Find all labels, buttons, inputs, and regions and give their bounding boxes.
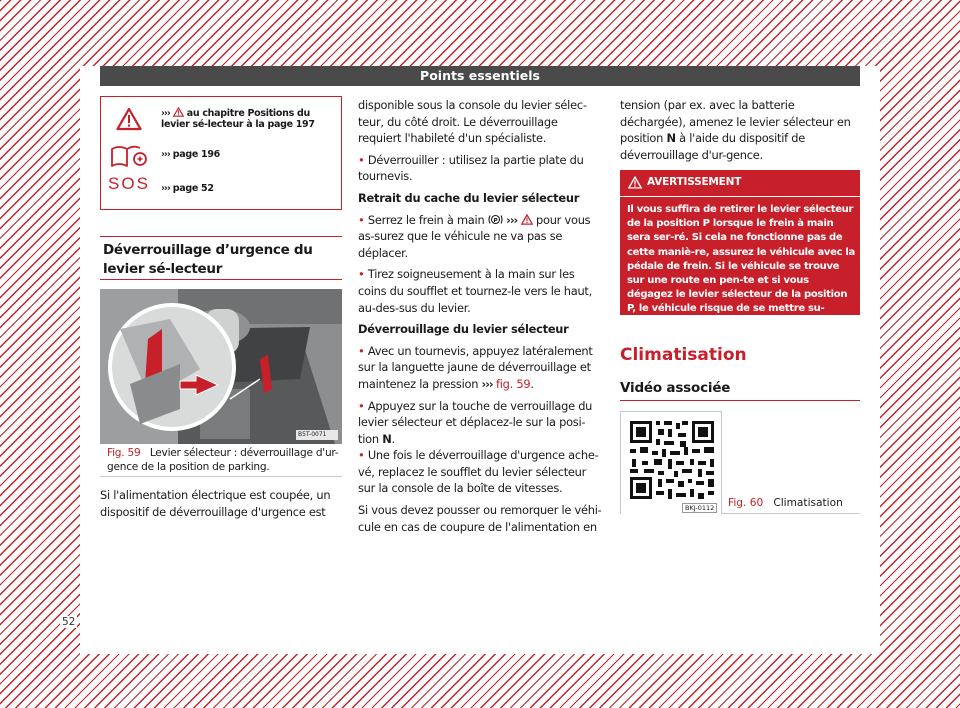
section-title: Déverrouillage d’urgence du levier sé-lecteur xyxy=(103,242,313,277)
svg-text:P: P xyxy=(493,217,498,224)
ref-arrows: ››› xyxy=(161,183,170,194)
subheading: Retrait du cache du levier sélecteur xyxy=(358,190,580,205)
sos-icon: SOS xyxy=(108,174,150,193)
safety-row-text: page 52 xyxy=(169,183,214,194)
warning-small-icon xyxy=(521,213,533,227)
column-3-text xyxy=(620,97,862,168)
paragraph: Si vous devez pousser ou remorquer le véhi-cule en cas de coupure de l'alimentation en xyxy=(358,503,602,534)
warning-box xyxy=(620,170,860,343)
section-rule-bottom xyxy=(100,279,342,280)
figure-caption xyxy=(728,497,843,509)
paragraph: tension (par ex. avec la batterie déchargée), amenez le levier sélecteur en position N à l'aide du dispositif de déverrouillage d'ur-gence. xyxy=(620,98,851,162)
subheading: Déverrouillage du levier sélecteur xyxy=(358,322,569,337)
climatisation-title: Climatisation xyxy=(620,345,747,365)
video-title: Vidéo associée xyxy=(620,380,731,396)
column-2-text xyxy=(358,97,604,540)
safety-row-text: au chapitre Positions du levier sé-lecteur à la page 197 xyxy=(161,108,315,130)
figure-label: Fig. 60 xyxy=(728,497,764,509)
handbrake-icon xyxy=(488,213,503,227)
figure-caption-text: Climatisation xyxy=(773,497,843,509)
figure-caption xyxy=(107,447,339,474)
ref-arrows: ››› xyxy=(161,108,170,119)
warning-triangle-icon xyxy=(628,176,642,192)
photo-code: B5T-0071 xyxy=(298,431,327,438)
figure-link[interactable]: fig. 59 xyxy=(492,376,531,391)
gear-lever-photo xyxy=(100,289,342,444)
section-rule-top xyxy=(100,236,342,237)
book-icon xyxy=(105,143,153,172)
paragraph: Si l'alimentation électrique est coupée, un dispositif de déverrouillage d'urgence est xyxy=(100,488,331,519)
ref-arrows: ››› xyxy=(161,149,170,160)
bullet-item: • Avec un tournevis, appuyez latéralement sur la languette jaune de déverrouillage et maintenez la pression ››› fig. 59. xyxy=(358,343,593,391)
paragraph: disponible sous la console du levier sélec-teur, du côté droit. Le déverrouillage requiert l'habileté d'un spécialiste. xyxy=(358,98,587,146)
figure-caption-text: Levier sélecteur : déverrouillage d'ur-gence de la position de parking. xyxy=(107,447,339,473)
warning-header xyxy=(620,170,860,197)
safety-box xyxy=(100,96,342,210)
safety-row-text: page 196 xyxy=(169,149,220,160)
video-title-rule xyxy=(620,400,860,401)
figure-60 xyxy=(620,411,860,514)
page-number: 52 xyxy=(62,616,76,628)
warning-body: Il vous suffira de retirer le levier sélecteur de la position P lorsque le frein à main sera ser-ré. Si cela ne fonctionne pas de cette maniè-re, assurez le véhicule avec la pédale de frein. Si le véhicule se trouve sur une route en pen-te et si vous dégagez le levier sélecteur de la position P, le véhicule risque de se mettre su-bitement en mouvement – risque d'accident ! xyxy=(627,204,855,343)
bullet-item: • Tirez soigneusement à la main sur les coins du soufflet et tournez-le vers le haut, au-des-sus du levier. xyxy=(358,267,593,315)
bullet-item: • Appuyez sur la touche de verrouillage du levier sélecteur et déplacez-le sur la posi-tion N. xyxy=(358,398,593,446)
figure-59 xyxy=(100,289,342,477)
warning-triangle-icon xyxy=(105,107,153,134)
warning-small-icon xyxy=(173,108,184,119)
qr-code-label: BKJ-0112 xyxy=(682,503,717,513)
page-header: Points essentiels xyxy=(100,66,860,86)
qr-code-icon[interactable] xyxy=(620,411,722,514)
bullet-item: • Déverrouiller : utilisez la partie plate du tournevis. xyxy=(358,152,584,184)
column-1-text xyxy=(100,487,342,525)
bullet-item: • Une fois le déverrouillage d'urgence ache-vé, replacez le soufflet du levier sélecteur sur la console de la boîte de vitesses. xyxy=(358,448,599,496)
bullet-item: • Serrez le frein à main P ››› pour vous as-surez que le véhicule ne va pas se déplacer. xyxy=(358,212,591,260)
warning-heading: AVERTISSEMENT xyxy=(647,176,742,188)
figure-label: Fig. 59 xyxy=(107,447,141,459)
